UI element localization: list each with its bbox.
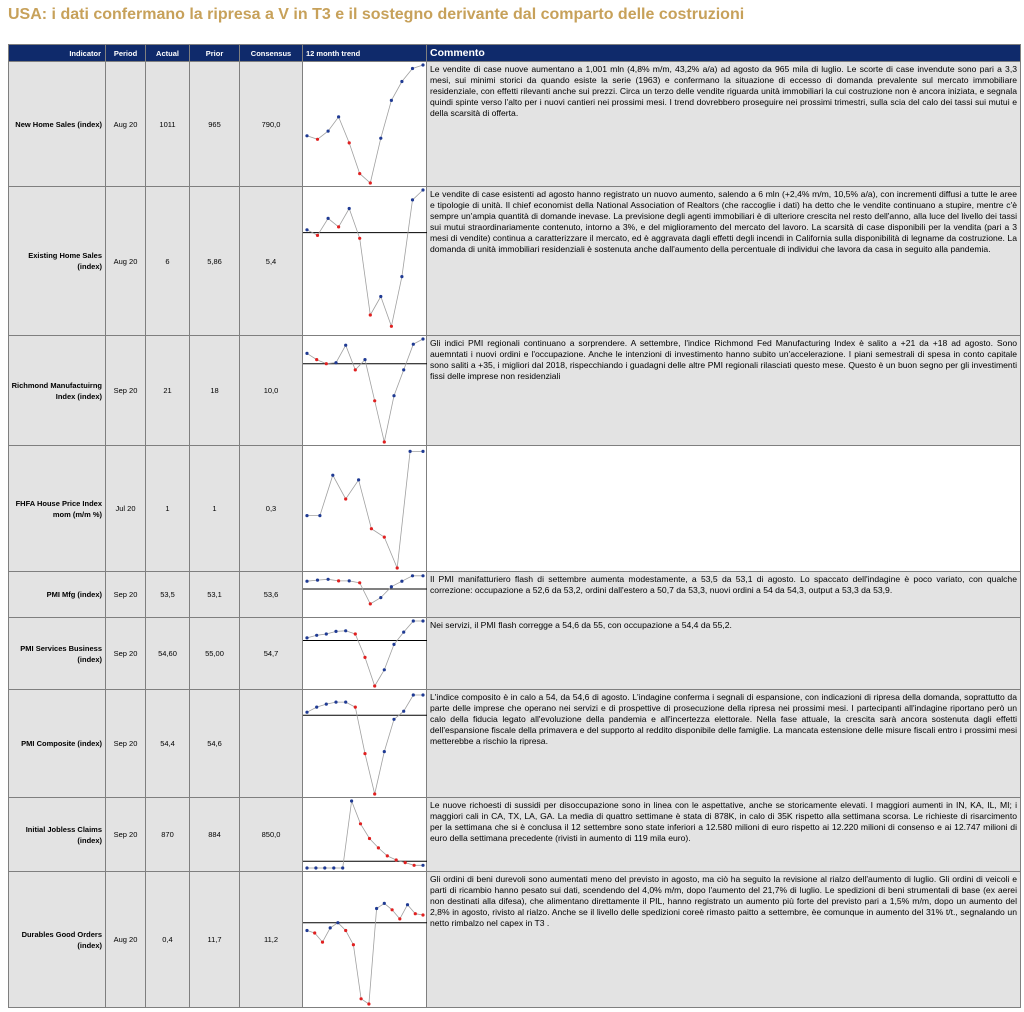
trend-point: [305, 134, 308, 137]
header-consensus: Consensus: [240, 45, 303, 62]
trend-line: [307, 451, 423, 568]
trend-point: [411, 67, 414, 70]
trend-point: [334, 701, 337, 704]
trend-point: [396, 566, 399, 569]
prior-cell: 5,86: [190, 187, 240, 336]
trend-point: [359, 822, 362, 825]
trend-point: [305, 711, 308, 714]
trend-point: [344, 929, 347, 932]
trend-point: [305, 929, 308, 932]
trend-point: [315, 358, 318, 361]
comment-cell: Gli ordini di beni durevoli sono aumentati meno del previsto in agosto, ma ciò ha seguito la revisione al rialzo dell'aumento di luglio. Gli ordini di veicoli e parti di ricambio hanno pesato sui dati, scendendo del 4,0% m/m, dopo l'aumento del 21,7% di luglio. Le spedizioni di beni strumentali di base (ex aerei non destinati alla difesa), che alimentano direttamente il PIL, hanno registrato un aumento più forte del previsto pari a 1,5% m/m, dopo un aumento del 2,8% in agosto, rivisto al rialzo. Anche se il livello delle spedizioni coreè rimasto paitto a settembre, èe comunque in aumento del 31% t/t., segnalando un netto rimbalzo nel capex in T3 .: [427, 872, 1021, 1008]
trend-point: [390, 325, 393, 328]
trend-point: [412, 693, 415, 696]
trend-point: [341, 866, 344, 869]
trend-point: [413, 864, 416, 867]
actual-cell: 21: [146, 336, 190, 446]
trend-point: [352, 943, 355, 946]
trend-point: [350, 799, 353, 802]
prior-cell: 11,7: [190, 872, 240, 1008]
period-cell: Sep 20: [106, 690, 146, 798]
trend-point: [402, 710, 405, 713]
comment-cell: Nei servizi, il PMI flash corregge a 54,6 da 55, con occupazione a 54,4 da 55,2.: [427, 618, 1021, 690]
trend-point: [406, 903, 409, 906]
trend-point: [305, 352, 308, 355]
trend-point: [400, 80, 403, 83]
trend-point: [421, 574, 424, 577]
indicator-name: New Home Sales (index): [9, 62, 106, 187]
trend-point: [363, 656, 366, 659]
trend-point: [321, 941, 324, 944]
period-cell: Sep 20: [106, 572, 146, 618]
table-row: [9, 62, 1021, 187]
indicator-name: Initial Jobless Claims (index): [9, 798, 106, 872]
trend-line: [307, 801, 423, 868]
trend-point: [369, 181, 372, 184]
trend-cell: [303, 690, 427, 798]
trend-point: [392, 718, 395, 721]
trend-point: [327, 217, 330, 220]
table-row: [9, 336, 1021, 446]
consensus-cell: 0,3: [240, 446, 303, 572]
trend-cell: [303, 187, 427, 336]
indicator-name: Durables Good Orders (index): [9, 872, 106, 1008]
table-row: [9, 187, 1021, 336]
trend-point: [373, 792, 376, 795]
actual-cell: 0,4: [146, 872, 190, 1008]
table-row: [9, 572, 1021, 618]
consensus-cell: 11,2: [240, 872, 303, 1008]
trend-point: [327, 130, 330, 133]
trend-point: [414, 912, 417, 915]
trend-point: [383, 902, 386, 905]
trend-point: [344, 701, 347, 704]
period-cell: Sep 20: [106, 798, 146, 872]
trend-line: [307, 65, 423, 183]
actual-cell: 1: [146, 446, 190, 572]
period-cell: Aug 20: [106, 187, 146, 336]
trend-point: [344, 344, 347, 347]
trend-chart: [303, 446, 427, 571]
consensus-cell: 850,0: [240, 798, 303, 872]
period-cell: Jul 20: [106, 446, 146, 572]
trend-point: [421, 619, 424, 622]
trend-line: [307, 190, 423, 326]
trend-point: [357, 478, 360, 481]
trend-point: [358, 237, 361, 240]
trend-point: [367, 1002, 370, 1005]
trend-point: [316, 234, 319, 237]
trend-point: [379, 295, 382, 298]
trend-line: [307, 903, 423, 1004]
indicator-table: [8, 44, 1021, 1008]
trend-point: [368, 837, 371, 840]
indicator-name: FHFA House Price Index mom (m/m %): [9, 446, 106, 572]
consensus-cell: [240, 690, 303, 798]
trend-point: [334, 361, 337, 364]
consensus-cell: 10,0: [240, 336, 303, 446]
trend-cell: [303, 872, 427, 1008]
trend-point: [386, 854, 389, 857]
consensus-cell: 53,6: [240, 572, 303, 618]
comment-cell: [427, 446, 1021, 572]
trend-point: [373, 684, 376, 687]
trend-line: [307, 695, 423, 794]
trend-point: [337, 115, 340, 118]
comment-cell: L'indice composito è in calo a 54, da 54,6 di agosto. L'indagine conferma i segnali di espansione, con indicazioni di ripresa della domanda, soprattutto da parte delle imprese che operano nei servizi e di prospettive di prosecuzione della ripresa nei prossimi mesi. I partecipanti all'indagine riportano però un calo della fiducia legato all'evoluzione della pandemia e all'incertezza elettorale. Nella fase attuale, la crescita sarà ancora sostenuta dagli effetti dell'espansione fiscale della primavera e del supporto al reddito disponibile delle famiglie. La mancata estensione delle misure fiscali entro i prossimi mesi metterebbe a rischio la ripresa.: [427, 690, 1021, 798]
trend-point: [421, 913, 424, 916]
trend-point: [363, 358, 366, 361]
trend-point: [369, 602, 372, 605]
trend-line: [307, 576, 423, 604]
header-indicator: Indicator: [9, 45, 106, 62]
trend-chart: [303, 690, 427, 797]
trend-point: [383, 668, 386, 671]
indicator-name: PMI Mfg (index): [9, 572, 106, 618]
trend-point: [412, 343, 415, 346]
trend-point: [316, 579, 319, 582]
trend-point: [358, 172, 361, 175]
trend-point: [392, 643, 395, 646]
trend-point: [379, 596, 382, 599]
trend-point: [354, 706, 357, 709]
trend-point: [305, 228, 308, 231]
trend-cell: [303, 572, 427, 618]
trend-point: [421, 188, 424, 191]
trend-point: [411, 574, 414, 577]
trend-point: [390, 585, 393, 588]
header-trend: 12 month trend: [303, 45, 427, 62]
prior-cell: 54,6: [190, 690, 240, 798]
trend-line: [307, 621, 423, 686]
trend-point: [375, 907, 378, 910]
actual-cell: 53,5: [146, 572, 190, 618]
comment-cell: Le vendite di case esistenti ad agosto hanno registrato un nuovo aumento, salendo a 6 mln (+2,4% m/m, 10,5% a/a), con incrementi diffusi a tutte le aree e tipologie di unità. Il chief economist della National Association of Realtors (che raccoglie i dati) ha detto che le vendite continuano a stupire, mentre c'è sempre un'ampia quantità di domande inevase. La previsione degli agenti immobiliari è di ulteriore crescita nel resto dell'anno, alla luce del livello dei tassi sui mutui straordinariamente contenuto, intorno a 3%, e del miglioramento del mercato del lavoro. La scarsità di case disponibili per la vendita (pari a 3 mesi di vendite) continua a caratterizzare il mercato, ed è aggravata dagli effetti degli incendi in California sulla disponibilità di legname da costruzione. La domanda di unità immobiliari residenziali è sostenuta anche dall'aumento della percentuale di individui che lavora da casa in seguito alla pandemia.: [427, 187, 1021, 336]
trend-point: [400, 580, 403, 583]
consensus-cell: 790,0: [240, 62, 303, 187]
header-comment: Commento: [427, 45, 1021, 62]
trend-point: [315, 706, 318, 709]
trend-point: [383, 536, 386, 539]
trend-point: [392, 394, 395, 397]
trend-point: [354, 632, 357, 635]
trend-point: [369, 313, 372, 316]
consensus-cell: 5,4: [240, 187, 303, 336]
trend-point: [332, 866, 335, 869]
trend-point: [305, 514, 308, 517]
trend-chart: [303, 336, 427, 445]
table-header-row: [9, 45, 1021, 62]
trend-cell: [303, 336, 427, 446]
trend-point: [327, 578, 330, 581]
trend-point: [402, 631, 405, 634]
trend-chart: [303, 798, 427, 871]
prior-cell: 53,1: [190, 572, 240, 618]
trend-point: [383, 440, 386, 443]
trend-point: [336, 921, 339, 924]
trend-point: [421, 693, 424, 696]
trend-point: [348, 579, 351, 582]
trend-point: [421, 337, 424, 340]
trend-point: [331, 474, 334, 477]
trend-point: [421, 63, 424, 66]
trend-point: [412, 619, 415, 622]
header-prior: Prior: [190, 45, 240, 62]
header-actual: Actual: [146, 45, 190, 62]
trend-point: [348, 207, 351, 210]
trend-point: [325, 632, 328, 635]
trend-point: [337, 225, 340, 228]
trend-cell: [303, 62, 427, 187]
trend-chart: [303, 618, 427, 689]
prior-cell: 1: [190, 446, 240, 572]
page-title: USA: i dati confermano la ripresa a V in T3 e il sostegno derivante dal comparto delle costruzioni: [8, 6, 745, 23]
trend-point: [318, 514, 321, 517]
actual-cell: 870: [146, 798, 190, 872]
trend-point: [390, 99, 393, 102]
table-row: [9, 872, 1021, 1008]
trend-cell: [303, 798, 427, 872]
trend-point: [325, 703, 328, 706]
prior-cell: 18: [190, 336, 240, 446]
trend-point: [411, 198, 414, 201]
prior-cell: 965: [190, 62, 240, 187]
trend-point: [305, 636, 308, 639]
trend-point: [398, 917, 401, 920]
comment-cell: Gli indici PMI regionali continuano a sorprendere. A settembre, l'indice Richmond Fed Manufacturing Index è salito a +21 da +18 ad agosto. Sono auemntati i nuovi ordini e l'occupazione. Anche le intenzioni di investimento hanno subito un'accelerazione. I piani semestrali di spesa in conto capitale sono saliti a +35, i migliori dal 2018, rispecchiando i guadagni delle altre PMI regionali rilasciati questo mese. Questo è un buon segno per gli investimenti fissi delle imprese non residenziali: [427, 336, 1021, 446]
indicator-name: PMI Composite (index): [9, 690, 106, 798]
trend-point: [314, 866, 317, 869]
trend-point: [325, 362, 328, 365]
indicator-name: PMI Services Business (index): [9, 618, 106, 690]
trend-point: [370, 527, 373, 530]
trend-point: [337, 579, 340, 582]
prior-cell: 884: [190, 798, 240, 872]
table-row: [9, 798, 1021, 872]
trend-point: [373, 399, 376, 402]
trend-point: [348, 141, 351, 144]
trend-point: [404, 861, 407, 864]
trend-point: [329, 926, 332, 929]
trend-point: [395, 858, 398, 861]
table-row: [9, 690, 1021, 798]
trend-point: [391, 908, 394, 911]
trend-point: [315, 634, 318, 637]
trend-point: [402, 368, 405, 371]
actual-cell: 1011: [146, 62, 190, 187]
actual-cell: 6: [146, 187, 190, 336]
trend-point: [358, 581, 361, 584]
period-cell: Aug 20: [106, 872, 146, 1008]
trend-point: [323, 866, 326, 869]
trend-point: [377, 846, 380, 849]
trend-point: [305, 580, 308, 583]
trend-point: [421, 864, 424, 867]
trend-point: [316, 138, 319, 141]
header-period: Period: [106, 45, 146, 62]
trend-point: [360, 997, 363, 1000]
trend-point: [400, 275, 403, 278]
trend-point: [344, 629, 347, 632]
indicator-name: Richmond Manufactuirng Index (index): [9, 336, 106, 446]
trend-point: [313, 931, 316, 934]
trend-point: [421, 450, 424, 453]
trend-line: [307, 339, 423, 442]
comment-cell: Le vendite di case nuove aumentano a 1,001 mln (4,8% m/m, 43,2% a/a) ad agosto da 965 mila di luglio. Le scorte di case invendute sono pari a 3,3 mesi, sui minimi storici da quando esiste la serie (1963) e confermano la situazione di eccesso di domanda prevalente sul mercato immobiliare residenziale, con effetti rilevanti anche sui prezzi. Circa un terzo delle vendite riguarda unità immobiliari la cui costruzione non è ancora iniziata, e segnala quindi spinte verso l'alto per i nuovi cantieri nei prossimi mesi. I trend dovrebbero proseguire nei prossimi trimestri, sulla scia del calo dei tassi sui mutui e della scarsità di offerta.: [427, 62, 1021, 187]
table-row: [9, 618, 1021, 690]
trend-point: [379, 137, 382, 140]
trend-point: [305, 866, 308, 869]
trend-point: [344, 497, 347, 500]
trend-point: [334, 630, 337, 633]
period-cell: Sep 20: [106, 618, 146, 690]
trend-cell: [303, 618, 427, 690]
comment-cell: Il PMI manifatturiero flash di settembre aumenta modestamente, a 53,5 da 53,1 di agosto. Lo spaccato dell'indagine è poco variato, con qualche correzione: occupazione a 52,6 da 53,2, ordini dall'estero a 50,7 da 53,3, nuovi ordini a 54 da 54,3, output a 53,3 da 53,9.: [427, 572, 1021, 618]
trend-chart: [303, 62, 427, 186]
trend-point: [383, 750, 386, 753]
consensus-cell: 54,7: [240, 618, 303, 690]
actual-cell: 54,60: [146, 618, 190, 690]
period-cell: Aug 20: [106, 62, 146, 187]
trend-chart: [303, 872, 427, 1007]
trend-point: [354, 368, 357, 371]
trend-cell: [303, 446, 427, 572]
period-cell: Sep 20: [106, 336, 146, 446]
comment-cell: Le nuove richoesti di sussidi per disoccupazione sono in linea con le aspettative, anche se storicamente elevati. I maggiori aumenti in IN, KA, IL, MI; i maggiori cali in CA, TX, LA, GA. La media di quattro settimane è stata di 878K, in calo di 35K rispetto alla settimana scorsa. Le richieste di risarcimento per la settimana che si è conclusa il 12 settembre sono state inferiori a 12.580 milioni di euro rispetto ai 12.220 milioni di consenso e ai 12.747 milioni di euro della settimana precedente (rivisti in aumento di 119 mila euro).: [427, 798, 1021, 872]
trend-chart: [303, 187, 427, 335]
trend-point: [409, 450, 412, 453]
trend-chart: [303, 572, 427, 617]
trend-point: [363, 752, 366, 755]
actual-cell: 54,4: [146, 690, 190, 798]
prior-cell: 55,00: [190, 618, 240, 690]
indicator-name: Existing Home Sales (index): [9, 187, 106, 336]
table-row: [9, 446, 1021, 572]
